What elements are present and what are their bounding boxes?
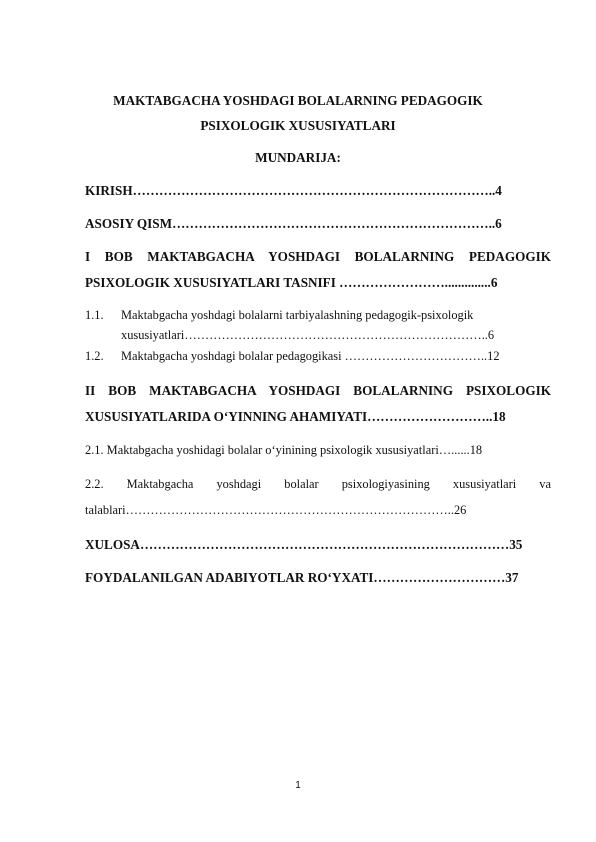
toc-section-1-2-line-1: Maktabgacha yoshdagi bolalar pedagogikasi ……………………………..12 [121,349,500,363]
contents-heading: MUNDARIJA: [255,150,341,165]
toc-section-1-1-line-1: Maktabgacha yoshdagi bolalarni tarbiyalashning pedagogik-psixologik [121,308,474,322]
toc-section-2-2-line-1: 2.2. Maktabgacha yoshdagi bolalar psixologiyasining xususiyatlari va [85,477,551,491]
toc-section-1-1-line-2: xususiyatlari………………………………………………………………..6 [121,328,495,342]
toc-entry-xulosa: XULOSA…………………………………………………………………………35 [85,537,523,552]
document-title-line-1: MAKTABGACHA YOSHDAGI BOLALARNING PEDAGOGIK [113,93,483,108]
toc-section-1-1-number: 1.1. [85,308,104,322]
toc-chapter-2-line-1: II BOB MAKTABGACHA YOSHDAGI BOLALARNING PSIXOLOGIK [85,383,551,398]
toc-section-2-1: 2.1. Maktabgacha yoshidagi bolalar o‘yinining psixologik xususiyatlari…......18 [85,443,483,457]
toc-chapter-1-line-1: I BOB MAKTABGACHA YOSHDAGI BOLALARNING PEDAGOGIK [85,249,551,264]
page-number: 1 [295,780,301,791]
toc-entry-foydalanilgan-adabiyotlar: FOYDALANILGAN ADABIYOTLAR RO‘YXATI…………………………37 [85,570,519,585]
document-title-line-2: PSIXOLOGIK XUSUSIYATLARI [200,118,396,133]
toc-chapter-2-line-2: XUSUSIYATLARIDA O‘YINNING AHAMIYATI………………………..18 [85,409,506,424]
toc-entry-asosiy-qism: ASOSIY QISM………………………………………………………………..6 [85,216,502,231]
toc-chapter-1-line-2: PSIXOLOGIK XUSUSIYATLARI TASNIFI ……………………..............6 [85,275,498,290]
toc-section-2-2-line-2: talablari……………………………………………………………………..26 [85,503,467,517]
toc-entry-kirish: KIRISH………………………………………………………………………..4 [85,183,502,198]
toc-section-1-2-number: 1.2. [85,349,104,363]
